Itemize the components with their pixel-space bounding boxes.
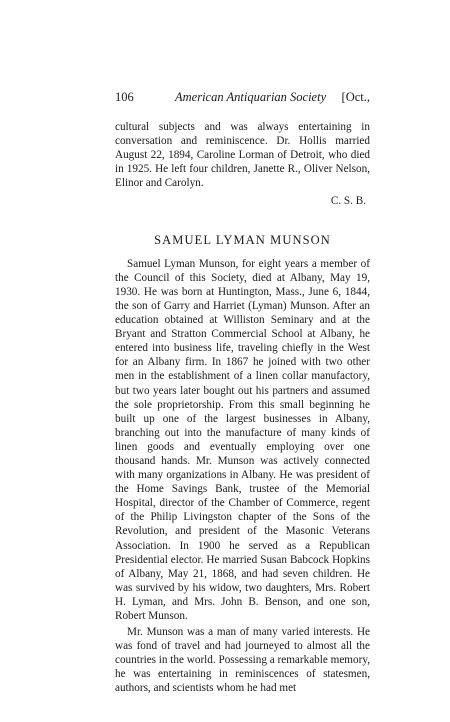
continuation-paragraph: cultural subjects and was always entertaining in conversation and reminiscence. Dr. Hollis married August 22, 1894, Caroline Lorman of Detroit, who died in 1925. He left four children, Janette R., Oliver Nelson, Elinor and Carolyn. [115, 121, 370, 190]
page-body [115, 120, 370, 696]
obituary-paragraph-2: Mr. Munson was a man of many varied interests. He was fond of travel and had journeyed to almost all the countries in the world. Possessing a remarkable memory, he was entertaining in reminiscences of statesmen, authors, and scientists whom he had met [115, 626, 370, 695]
obituary-heading: SAMUEL LYMAN MUNSON [154, 232, 331, 247]
header-date: [Oct., [341, 90, 370, 104]
obituary-paragraph-1: Samuel Lyman Munson, for eight years a member of the Council of this Society, died at Albany, May 19, 1930. He was born at Huntington, Mass., June 6, 1844, the son of Garry and Harriet (Lyman) Munson. After an education obtained at Williston Seminary and at the Bryant and Stratton Commercial School at Albany, he entered into business life, traveling chiefly in the West for an Albany firm. In 1867 he joined with two other men in the establishment of a linen collar manufactory, but two years later bought out his partners and assumed the sole proprietorship. From this small beginning he built up one of the largest businesses in Albany, branching out into the manufacture of many kinds of linen goods and eventually employing over one thousand hands. Mr. Munson was actively connected with many organizations in Albany. He was president of the Home Savings Bank, trustee of the Memorial Hospital, director of the Chamber of Commerce, regent of the Philip Livingston chapter of the Sons of the Revolution, and president of the Masonic Veterans Association. In 1900 he served as a Republican Presidential elector. He married Susan Babcock Hopkins of Albany, May 21, 1868, and had seven children. He was survived by his widow, two daughters, Mrs. Robert H. Lyman, and Mrs. John B. Benson, and one son, Robert Munson. [115, 257, 370, 622]
page-header [115, 90, 370, 110]
author-initials: C. S. B. [330, 195, 366, 208]
page-number: 106 [115, 90, 134, 104]
running-title: American Antiquarian Society [175, 90, 327, 104]
